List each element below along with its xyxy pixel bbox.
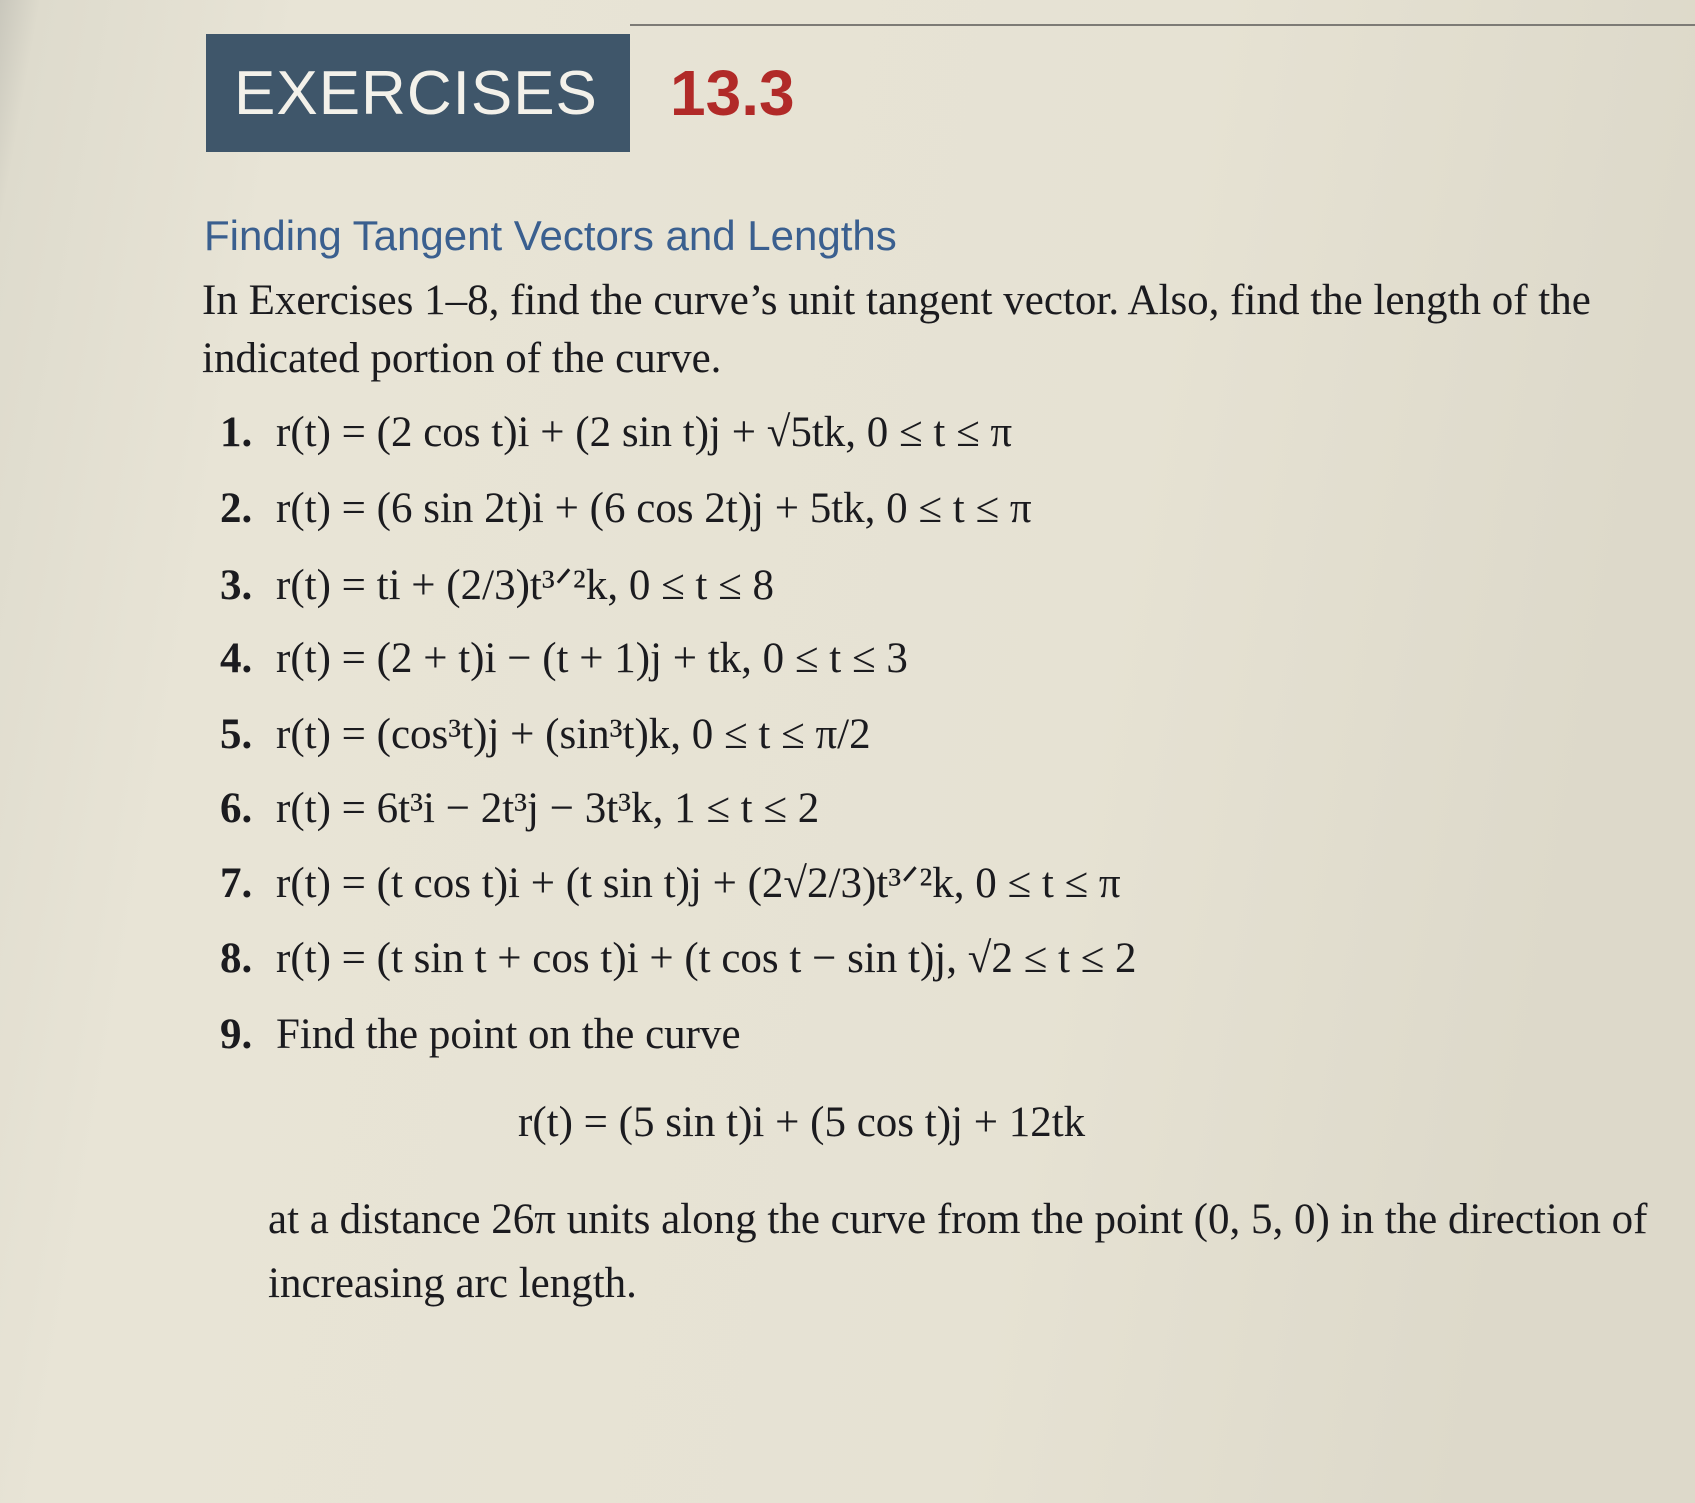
exercise-2 xyxy=(220,484,1032,533)
top-rule xyxy=(630,24,1695,26)
exercise-text: r(t) = (t sin t + cos t)i + (t cos t − sin t)j, √2 ≤ t ≤ 2 xyxy=(276,935,1137,982)
exercises-label-box xyxy=(206,34,630,152)
exercise-8 xyxy=(220,934,1137,983)
exercise-number: 7. xyxy=(220,860,253,907)
section-number: 13.3 xyxy=(670,57,795,129)
exercise-9-continuation: at a distance 26π units along the curve from the point (0, 5, 0) in the direction of increasing arc length. xyxy=(268,1196,1648,1307)
exercise-text: r(t) = (6 sin 2t)i + (6 cos 2t)j + 5tk, 0 ≤ t ≤ π xyxy=(276,485,1032,532)
exercise-text: r(t) = (2 cos t)i + (2 sin t)j + √5tk, 0 ≤ t ≤ π xyxy=(276,409,1013,456)
exercise-6 xyxy=(220,784,819,833)
exercise-3 xyxy=(220,560,774,610)
exercise-9 xyxy=(220,1010,741,1059)
exercise-number: 1. xyxy=(220,409,253,456)
exercise-5 xyxy=(220,710,871,759)
exercise-4 xyxy=(220,634,908,683)
exercise-number: 6. xyxy=(220,785,253,832)
exercise-number: 2. xyxy=(220,485,253,532)
exercise-9-equation: r(t) = (5 sin t)i + (5 cos t)j + 12tk xyxy=(518,1099,1086,1146)
exercise-number: 5. xyxy=(220,711,253,758)
exercise-text: r(t) = 6t³i − 2t³j − 3t³k, 1 ≤ t ≤ 2 xyxy=(276,785,820,832)
instructions: In Exercises 1–8, find the curve’s unit tangent vector. Also, find the length of the indicated portion of the curve. xyxy=(202,277,1591,382)
exercise-number: 3. xyxy=(220,562,253,609)
exercise-1 xyxy=(220,408,1012,457)
exercise-text: Find the point on the curve xyxy=(276,1011,741,1058)
exercise-number: 9. xyxy=(220,1011,253,1058)
exercise-text: r(t) = (cos³t)j + (sin³t)k, 0 ≤ t ≤ π/2 xyxy=(276,711,871,758)
exercises-label: EXERCISES xyxy=(234,58,598,128)
exercise-number: 8. xyxy=(220,935,253,982)
exercise-7 xyxy=(220,858,1121,908)
exercise-text: r(t) = ti + (2/3)t³ᐟ²k, 0 ≤ t ≤ 8 xyxy=(276,562,774,609)
subheading: Finding Tangent Vectors and Lengths xyxy=(204,212,897,259)
exercise-text: r(t) = (2 + t)i − (t + 1)j + tk, 0 ≤ t ≤ 3 xyxy=(276,635,908,682)
exercise-number: 4. xyxy=(220,635,253,682)
exercise-text: r(t) = (t cos t)i + (t sin t)j + (2√2/3)t³ᐟ²k, 0 ≤ t ≤ π xyxy=(276,860,1121,907)
section-header xyxy=(206,34,795,152)
